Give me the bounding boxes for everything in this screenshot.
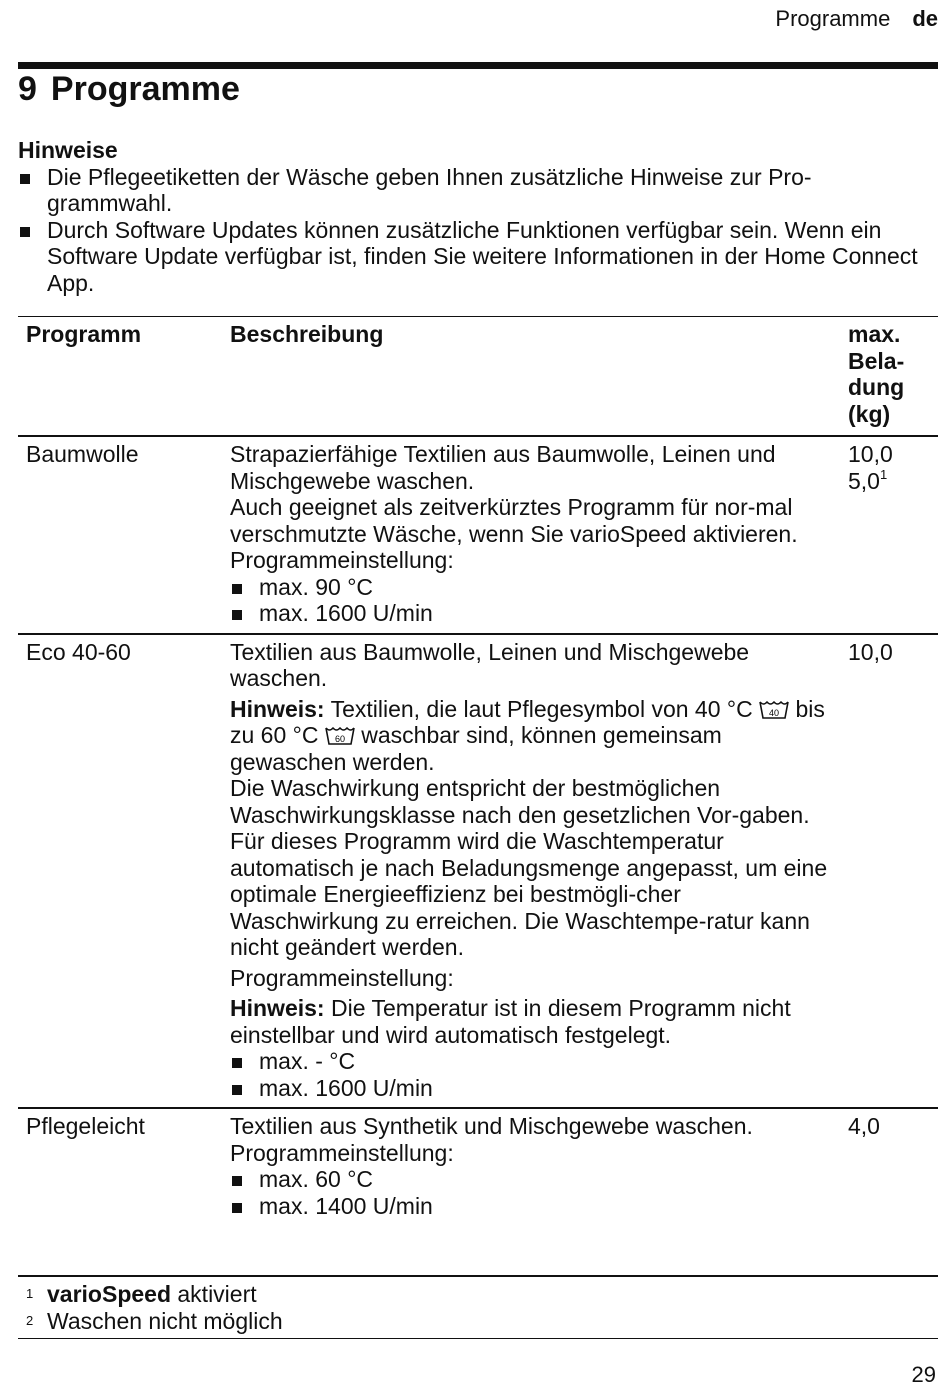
setting-item: max. 1400 U/min xyxy=(230,1193,832,1220)
table-row xyxy=(18,436,938,634)
footnote-mark: 1 xyxy=(26,1286,34,1301)
notes-heading: Hinweise xyxy=(18,137,118,163)
desc-text: Textilien aus Baumwolle, Leinen und Mischgewebe waschen. xyxy=(230,638,750,691)
footnote-text: Waschen nicht möglich xyxy=(47,1307,283,1334)
setting-item: max. 60 °C xyxy=(230,1166,832,1193)
load-value: 10,0 xyxy=(848,638,893,665)
settings-list xyxy=(230,574,832,627)
notes-list xyxy=(18,164,930,297)
program-name: Baumwolle xyxy=(26,441,139,467)
washtub-60-icon xyxy=(325,726,355,746)
settings-list xyxy=(230,1048,832,1101)
footnotes xyxy=(18,1275,938,1339)
note-paragraph: Hinweis: Textilien, die laut Pflegesymbol von 40 °C 40 bis zu 60 °C 60 waschbar sind, können gemeinsam gewaschen werden. xyxy=(230,695,825,775)
settings-label: Programmeinstellung: xyxy=(230,964,454,991)
svg-text:40: 40 xyxy=(769,707,780,718)
page-header xyxy=(775,6,938,32)
desc-text: Textilien aus Synthetik und Mischgewebe waschen. xyxy=(230,1113,753,1139)
chapter-number: 9 xyxy=(18,70,37,108)
table-row xyxy=(18,1108,938,1225)
footnote-mark: 1 xyxy=(879,466,888,482)
program-name: Pflegeleicht xyxy=(26,1113,145,1139)
note-item: Die Pflegeetiketten der Wäsche geben Ihnen zusätzliche Hinweise zur Pro-grammwahl. xyxy=(18,164,930,217)
notes-section xyxy=(18,137,930,296)
desc-text: Die Waschwirkung entspricht der bestmöglichen Waschwirkungsklasse nach den gesetzlichen Vor-gaben. xyxy=(230,775,810,828)
program-load xyxy=(840,634,938,1109)
setting-item: max. 1600 U/min xyxy=(230,600,832,627)
note-item: Durch Software Updates können zusätzliche Funktionen verfügbar sein. Wenn ein Software Update verfügbar ist, finden Sie weitere Informationen in der Home Connect App. xyxy=(18,217,930,297)
washtub-40-icon xyxy=(759,700,789,720)
note-label: Hinweis: xyxy=(230,995,325,1021)
settings-label: Programmeinstellung: xyxy=(230,547,454,573)
header-section: Programme xyxy=(775,6,891,31)
program-name: Eco 40-60 xyxy=(26,638,131,665)
footnote xyxy=(18,1281,938,1308)
header-lang: de xyxy=(912,6,938,31)
footnote-bold: varioSpeed xyxy=(47,1281,171,1307)
header-load: max. Bela-dung (kg) xyxy=(848,321,905,427)
page-number: 29 xyxy=(911,1362,936,1387)
note-label: Hinweis: xyxy=(230,695,325,722)
desc-text: Strapazierfähige Textilien aus Baumwolle, Leinen und Mischgewebe waschen. xyxy=(230,441,776,494)
settings-list xyxy=(230,1166,832,1219)
settings-label: Programmeinstellung: xyxy=(230,1139,454,1166)
setting-item: max. 1600 U/min xyxy=(230,1075,832,1102)
setting-item: max. - °C xyxy=(230,1048,832,1075)
program-load xyxy=(840,1108,938,1225)
note-paragraph: Hinweis: Die Temperatur ist in diesem Programm nicht einstellbar und wird automatisch festgelegt. xyxy=(230,995,791,1048)
program-description xyxy=(222,1108,840,1225)
setting-item: max. 90 °C xyxy=(230,574,832,601)
page-title xyxy=(18,70,240,109)
table-row xyxy=(18,634,938,1109)
desc-text: Für dieses Programm wird die Waschtemperatur automatisch je nach Beladungsmenge angepasst, um eine optimale Energieeffizienz bei bestmögli-cher Waschwirkung zu erreichen. Die Waschtempe-ratur kann nicht geändert werden. xyxy=(230,828,828,960)
header-program: Programm xyxy=(26,321,142,347)
footnote-mark: 2 xyxy=(26,1312,34,1328)
footnote xyxy=(18,1308,938,1335)
program-description xyxy=(222,436,840,634)
program-load xyxy=(840,436,938,634)
load-value: 10,0 xyxy=(848,441,893,467)
header-description: Beschreibung xyxy=(230,321,384,347)
title-rule xyxy=(18,62,938,69)
svg-text:60: 60 xyxy=(334,734,345,744)
footnote-text: aktiviert xyxy=(171,1281,257,1307)
program-description xyxy=(222,634,840,1109)
load-value: 4,0 xyxy=(848,1113,880,1139)
program-table xyxy=(18,316,938,1225)
load-value-vario: $5,0^1$ xyxy=(848,466,888,494)
chapter-title: Programme xyxy=(50,70,240,108)
desc-text: Auch geeignet als zeitverkürztes Programm für nor-mal verschmutzte Wäsche, wenn Sie varioSpeed aktivieren. xyxy=(230,494,798,547)
